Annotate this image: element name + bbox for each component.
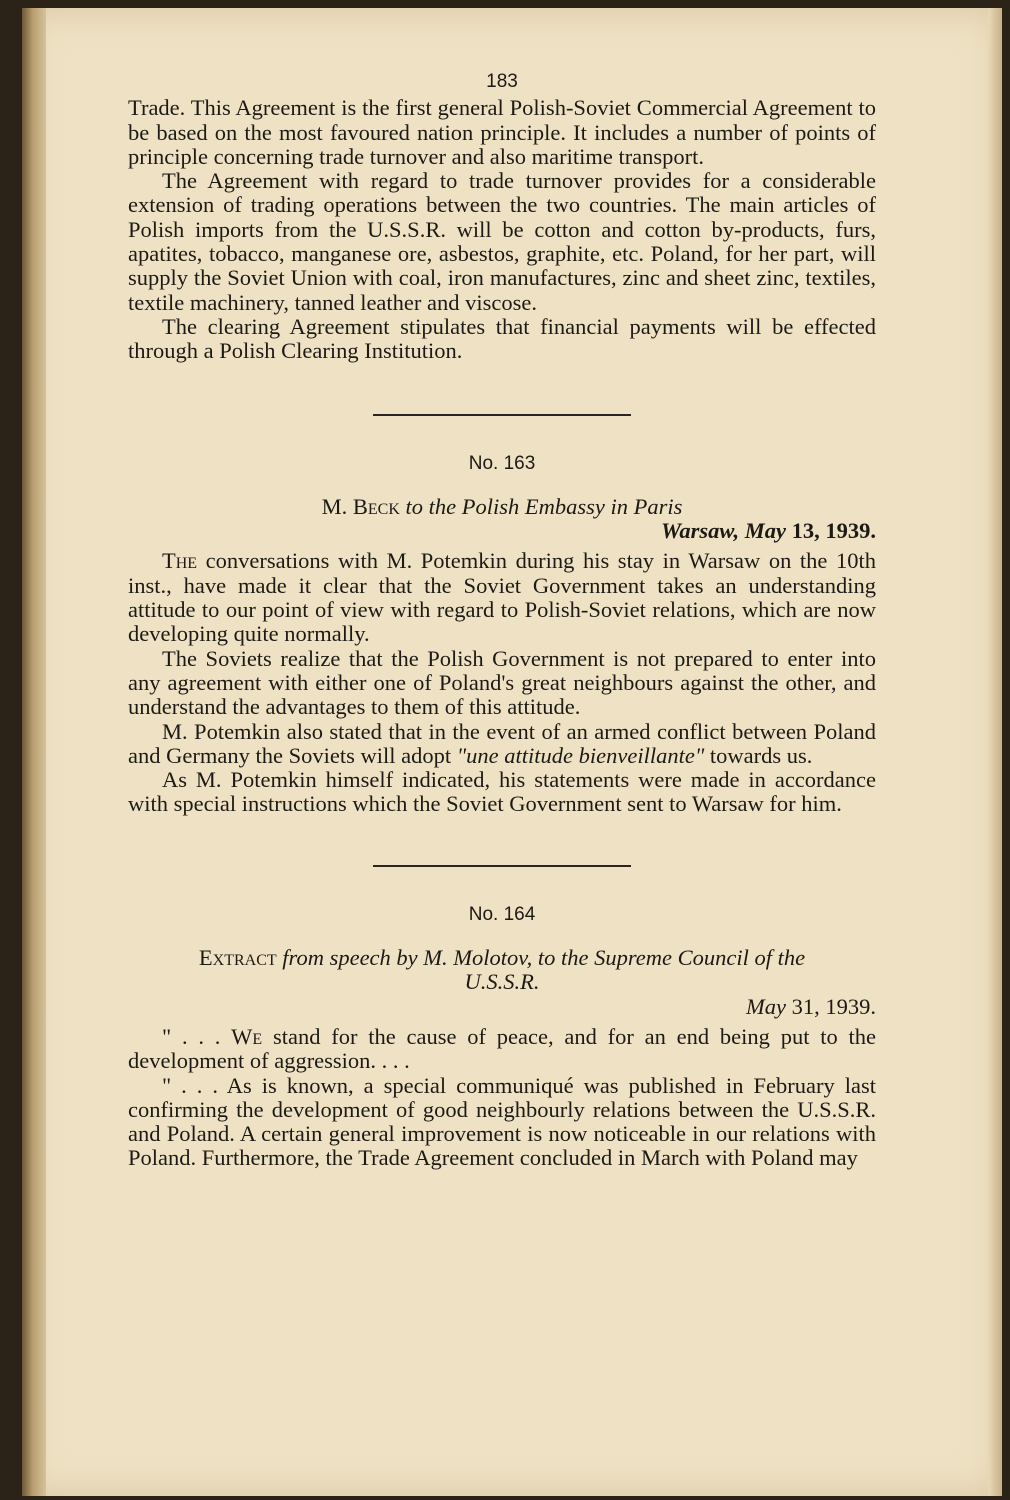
book-page <box>22 8 1002 1496</box>
doc163-paragraph-4: As M. Potemkin himself indicated, his statements were made in accordance with special instructions which the Soviet Government sent to Warsaw for him. <box>128 767 876 817</box>
text-column <box>128 70 876 1171</box>
heading-speech: from speech by M. Molotov, to the Supreme Council of the <box>276 945 806 971</box>
dateline-place: Warsaw, May <box>660 518 786 544</box>
dateline-date: 13, 1939. <box>791 518 876 544</box>
heading-continuation: U.S.S.R. <box>464 969 540 995</box>
dateline-164 <box>128 995 876 1019</box>
document-heading-164 <box>128 946 876 970</box>
dateline-163 <box>128 519 876 543</box>
continuation-paragraph-3: The clearing Agreement stipulates that financial payments will be effected through a Polish Clearing Institution. <box>128 313 876 364</box>
dateline-month: May <box>746 993 786 1019</box>
continuation-paragraph-2: The Agreement with regard to trade turnover provides for a considerable extension of trading operations between the two countries. The main articles of Polish imports from the U.S.S.R. will be cotton and cotton by-products, furs, apatites, tobacco, manganese ore, asbestos, graphite, etc. Poland, for her part, will supply the Soviet Union with coal, iron manufactures, zinc and sheet zinc, textiles, textile machinery, tanned leather and viscose. <box>128 168 876 315</box>
heading-recipient: to the Polish Embassy in Paris <box>405 493 683 519</box>
doc163-paragraph-3-end: towards us. <box>704 742 813 768</box>
document-heading-163 <box>128 495 876 519</box>
doc164-quote-1 <box>128 1025 876 1074</box>
doc163-paragraph-3 <box>128 720 876 769</box>
doc163-paragraph-2: The Soviets realize that the Polish Government is not prepared to enter into any agreement with either one of Poland's great neighbours against the other, and understand the advantages to them of this attitude. <box>128 645 876 720</box>
doc163-quote: "une attitude bienveillante" <box>456 742 705 768</box>
doc163-first-word: The <box>162 548 198 574</box>
continuation-paragraph-1: Trade. This Agreement is the first general Polish-Soviet Commercial Agreement to be based on the most favoured nation principle. It includes a number of points of principle concerning trade turnover and also maritime transport. <box>128 95 876 169</box>
quote-first-word: We <box>231 1023 263 1049</box>
quote-open: " . . . <box>162 1023 232 1049</box>
book-binding <box>22 8 46 1496</box>
document-number-164: No. 164 <box>468 903 536 925</box>
page-number: 183 <box>486 71 518 92</box>
doc163-paragraph-1-text: conversations with M. Potemkin during his stay in Warsaw on the 10th inst., have made it clear that the Soviet Government takes an understanding attitude to our point of view with regard to Polish-Soviet relations, which are now developing quite normally. <box>128 548 876 647</box>
quote-text: stand for the cause of peace, and for an end being put to the development of aggression. . . . <box>128 1023 876 1074</box>
dateline-date: 31, 1939. <box>786 993 876 1019</box>
page-edge <box>988 8 1002 1496</box>
section-divider <box>373 414 631 416</box>
section-divider <box>373 865 631 867</box>
doc163-paragraph-3-start: M. Potemkin also stated that in the event of an armed conflict between Poland and Germany the Soviets will adopt <box>128 718 876 768</box>
document-number-163: No. 163 <box>468 452 536 474</box>
doc164-quote-2: " . . . As is known, a special communiqué was published in February last confirming the development of good neighbourly relations between the U.S.S.R. and Poland. A certain general improvement is now noticeable in our relations with Poland. Furthermore, the Trade Agreement concluded in March with Poland may <box>128 1072 876 1171</box>
heading-author: M. Beck <box>321 493 400 519</box>
doc163-paragraph-1 <box>128 549 876 646</box>
heading-extract: Extract <box>198 945 277 971</box>
